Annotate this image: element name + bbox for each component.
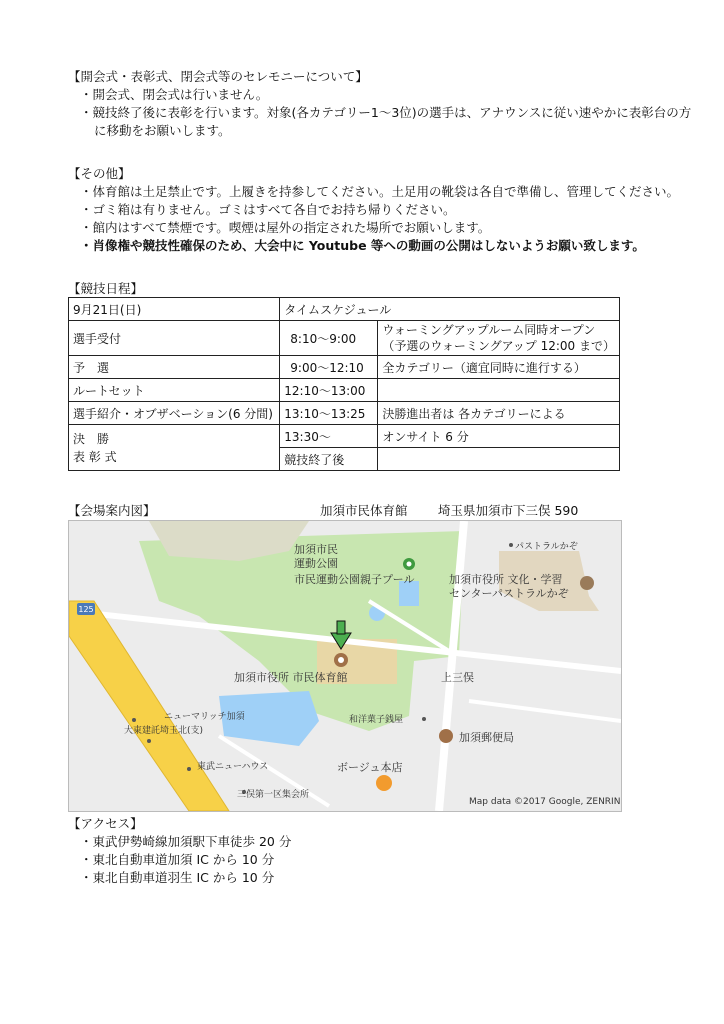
map-label-pool: 市民運動公園親子プール [294, 573, 415, 586]
other-item: ・ゴミ箱は有りません。ゴミはすべて各自でお持ち帰りください。 [80, 202, 456, 217]
route-number: 125 [78, 605, 94, 614]
map-label-culture-1: 加須市役所 文化・学習 [449, 573, 563, 586]
note-cell [378, 448, 620, 471]
table-row [69, 321, 620, 356]
venue-name: 加須市民体育館 [320, 503, 408, 518]
note-cell: オンサイト 6 分 [378, 425, 620, 448]
time-cell: 競技終了後 [280, 448, 378, 471]
note-line: ウォーミングアップルーム同時オープン [382, 323, 596, 337]
other-item: ・館内はすべて禁煙です。喫煙は屋外の指定された場所でお願いします。 [80, 220, 491, 235]
event-cell: 予 選 [69, 356, 280, 379]
access-heading: 【アクセス】 [68, 816, 143, 831]
venue-heading: 【会場案内図】 [68, 503, 156, 518]
award-event-label: 表 彰 式 [73, 449, 117, 464]
map-label-park-2: 運動公園 [294, 557, 338, 570]
event-cell: 選手受付 [69, 321, 280, 356]
table-row [69, 425, 620, 448]
post-office-icon [439, 729, 453, 743]
note-cell: 決勝進出者は 各カテゴリーによる [378, 402, 620, 425]
time-cell: 13:10～13:25 [280, 402, 378, 425]
time-cell: 9:00～12:10 [280, 356, 378, 379]
map-label-hall: 三俣第一区集会所 [237, 790, 310, 800]
map-label-culture-2: センターパストラルかぞ [449, 587, 569, 600]
map-canvas [69, 521, 621, 811]
final-event-label: 決 勝 [73, 431, 110, 446]
other-item-bold: ・肖像権や競技性確保のため、大会中に Youtube 等への動画の公開はしないようお願い致します。 [80, 238, 645, 253]
map-label-tobu-new: 東武ニューハウス [197, 762, 269, 772]
event-cell: ルートセット [69, 379, 280, 402]
time-cell: 8:10～9:00 [280, 321, 378, 356]
restaurant-icon [376, 775, 392, 791]
other-section [68, 165, 679, 255]
timeschedule-cell: タイムスケジュール [280, 298, 620, 321]
access-section [68, 815, 291, 887]
note-cell [378, 321, 620, 356]
table-row [69, 298, 620, 321]
map-label-post: 加須郵便局 [459, 731, 514, 744]
venue-address: 埼玉県加須市下三俣 590 [438, 503, 579, 518]
table-row [69, 402, 620, 425]
table-row [69, 379, 620, 402]
landmark-icon [580, 576, 594, 590]
map-label-kamimitsumata: 上三俣 [441, 671, 474, 684]
time-cell: 12:10～13:00 [280, 379, 378, 402]
map-label-daito: 大東建託埼玉北(支) [124, 726, 204, 736]
map-credit: Map data ©2017 Google, ZENRIN [469, 797, 621, 807]
other-item: ・体育館は土足禁止です。上履きを持参してください。土足用の靴袋は各自で準備し、管理してください。 [80, 184, 680, 199]
ceremony-heading: 【開会式・表彰式、閉会式等のセレモニーについて】 [68, 69, 368, 84]
note-cell: 全カテゴリー（適宜同時に進行する） [378, 356, 620, 379]
map-label-newrich: ニューマリッチ加須 [164, 712, 245, 722]
access-item: ・東武伊勢崎線加須駅下車徒歩 20 分 [80, 834, 292, 849]
table-row [69, 356, 620, 379]
other-heading: 【その他】 [68, 166, 131, 181]
ceremony-line-2: ・競技終了後に表彰を行います。対象(各カテゴリー1～3位)の選手は、アナウンスに従い速やかに表彰台の方 [80, 105, 692, 120]
venue-map[interactable] [68, 520, 622, 812]
time-cell: 13:30～ [280, 425, 378, 448]
map-label-gym: 加須市役所 市民体育館 [234, 671, 348, 684]
access-item: ・東北自動車道羽生 IC から 10 分 [80, 870, 275, 885]
map-label-wagashi: 和洋菓子銭屋 [349, 715, 404, 725]
schedule-heading: 【競技日程】 [68, 281, 144, 296]
map-label-bojoux: ボージュ本店 [337, 761, 403, 774]
note-line: （予選のウォーミングアップ 12:00 まで） [382, 339, 615, 353]
ceremony-line-1: ・開会式、閉会式は行いません。 [80, 87, 269, 102]
map-label-park-1: 加須市民 [294, 543, 338, 556]
ceremony-section [68, 68, 691, 140]
event-cell: 選手紹介・オブザベーション(6 分間) [69, 402, 280, 425]
access-item: ・東北自動車道加須 IC から 10 分 [80, 852, 275, 867]
final-event-cell [69, 425, 280, 471]
map-label-pastoral: パストラルかぞ [515, 542, 578, 552]
schedule-table [68, 297, 620, 471]
date-cell: 9月21日(日) [69, 298, 280, 321]
note-cell [378, 379, 620, 402]
ceremony-line-2-cont: に移動をお願いします。 [94, 123, 231, 138]
